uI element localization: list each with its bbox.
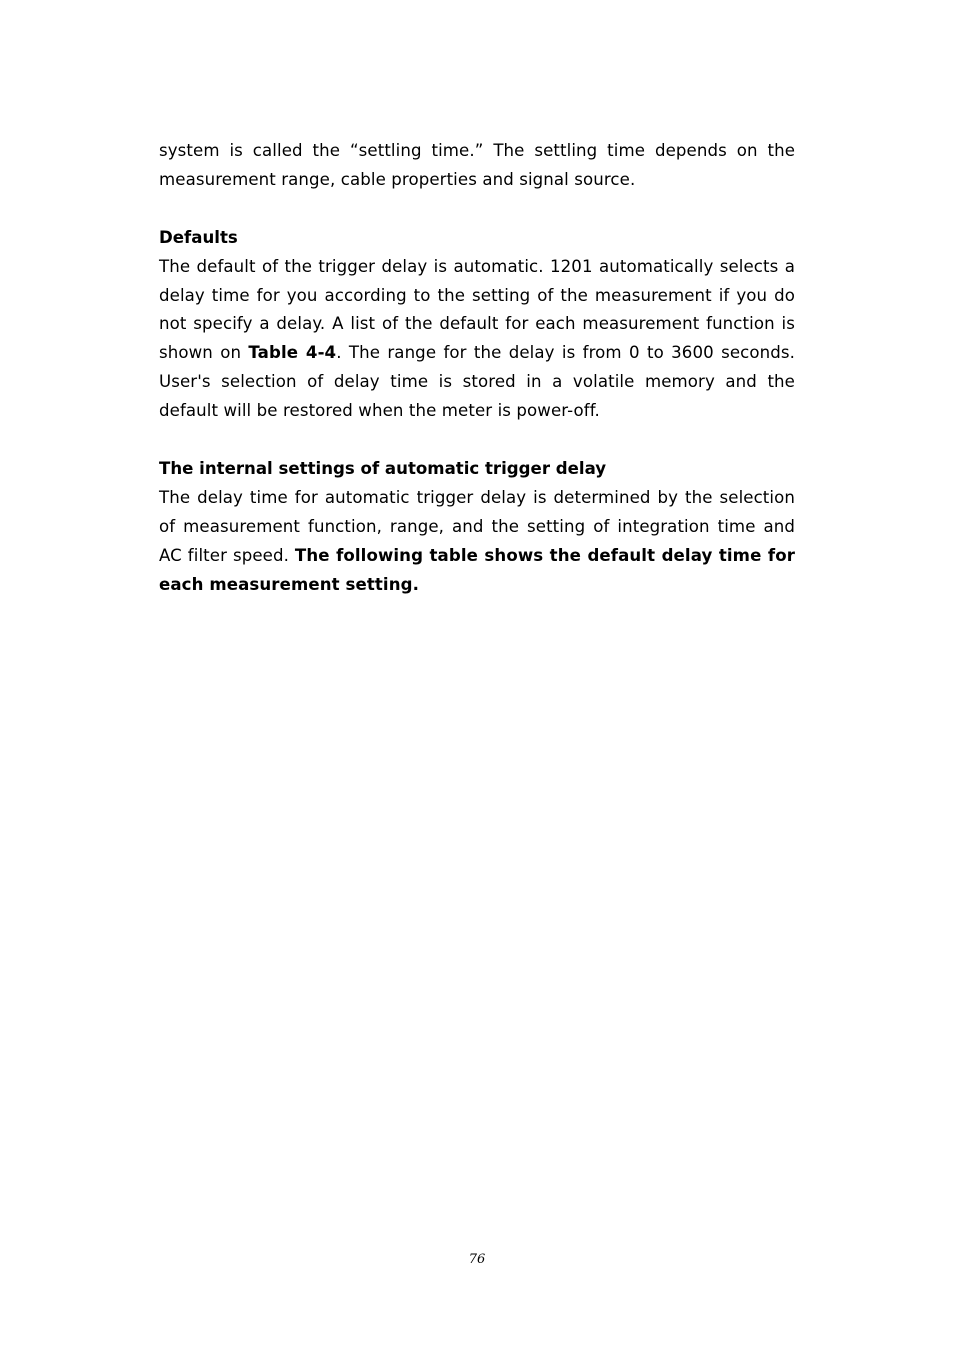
internal-settings-bold-text: The following table shows the default delay time for each measurement setting. <box>159 545 795 594</box>
defaults-paragraph <box>159 253 795 426</box>
defaults-text-after: . The range for the delay is from 0 to 3600 seconds. User's selection of delay time is stored in a volatile memory and the default will be restored when the meter is power-off. <box>159 343 795 421</box>
table-reference: Table 4-4 <box>248 343 337 363</box>
spacer <box>159 195 795 224</box>
defaults-heading: Defaults <box>159 227 238 247</box>
spacer <box>159 426 795 455</box>
internal-settings-paragraph <box>159 484 795 600</box>
page-number: 76 <box>468 1252 486 1267</box>
internal-settings-heading: The internal settings of automatic trigger delay <box>159 458 607 478</box>
intro-paragraph: system is called the “settling time.” The settling time depends on the measurement range, cable properties and signal source. <box>159 141 795 189</box>
page-content <box>159 137 795 599</box>
internal-settings-text: The delay time for automatic trigger delay is determined by the selection of measurement function, range, and the setting of integration time and AC filter speed. <box>159 487 795 565</box>
defaults-text-before: The default of the trigger delay is automatic. 1201 automatically selects a delay time for you according to the setting of the measurement if you do not specify a delay. A list of the default for each measurement function is shown on <box>159 256 795 363</box>
